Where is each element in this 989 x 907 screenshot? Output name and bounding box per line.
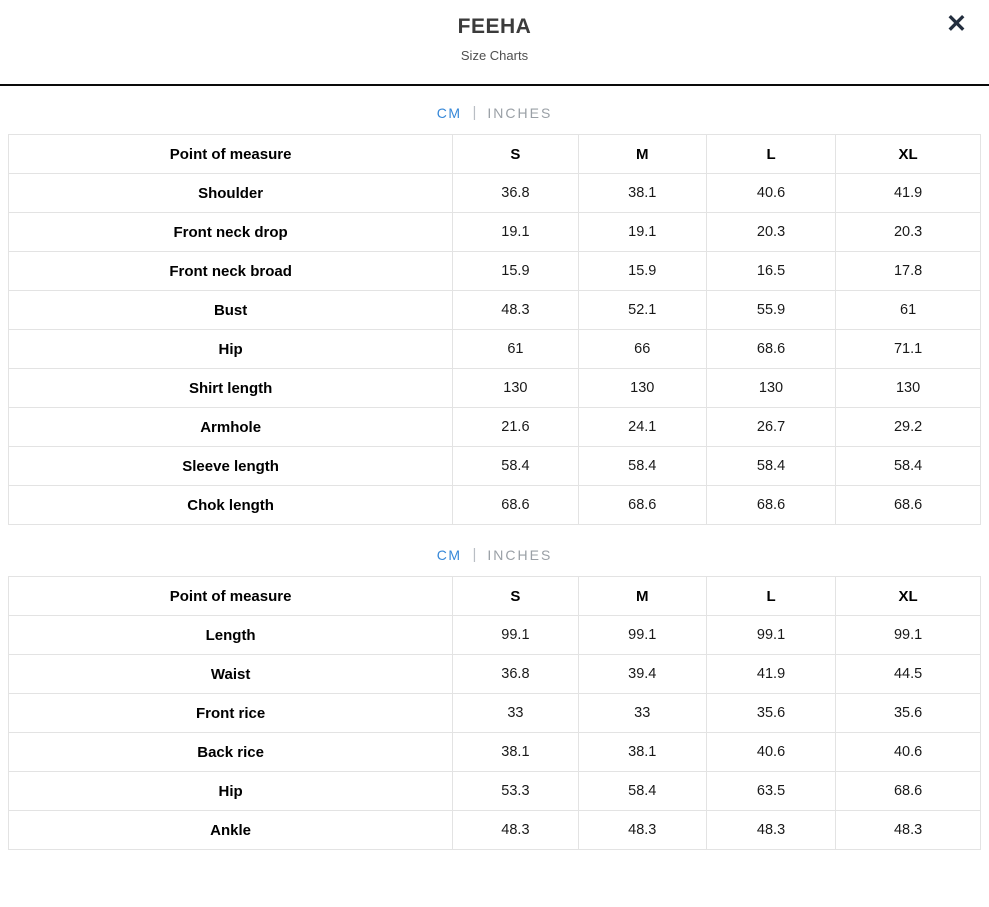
cell-value: 35.6 [836, 694, 981, 733]
cell-value: 58.4 [453, 447, 578, 486]
unit-option-cm[interactable]: CM [436, 104, 462, 121]
size-chart-table-bottom [8, 576, 981, 850]
cell-value: 63.5 [706, 772, 835, 811]
table-row [9, 330, 981, 369]
cell-value: 52.1 [578, 291, 706, 330]
table-row [9, 447, 981, 486]
cell-value: 48.3 [578, 811, 706, 850]
column-header-size-s: S [453, 135, 578, 174]
cell-value: 68.6 [706, 330, 835, 369]
table-row [9, 811, 981, 850]
unit-toggle-divider: | [472, 546, 477, 563]
row-label: Back rice [9, 733, 453, 772]
cell-value: 19.1 [578, 213, 706, 252]
modal-header [0, 0, 989, 86]
cell-value: 19.1 [453, 213, 578, 252]
cell-value: 33 [453, 694, 578, 733]
cell-value: 20.3 [706, 213, 835, 252]
table-row [9, 655, 981, 694]
cell-value: 44.5 [836, 655, 981, 694]
row-label: Front neck drop [9, 213, 453, 252]
cell-value: 33 [578, 694, 706, 733]
column-header-size-xl: XL [836, 135, 981, 174]
row-label: Shoulder [9, 174, 453, 213]
cell-value: 99.1 [453, 616, 578, 655]
cell-value: 41.9 [706, 655, 835, 694]
cell-value: 68.6 [836, 772, 981, 811]
unit-toggle-divider: | [472, 104, 477, 121]
cell-value: 130 [706, 369, 835, 408]
column-header-size-xl: XL [836, 577, 981, 616]
cell-value: 39.4 [578, 655, 706, 694]
cell-value: 130 [578, 369, 706, 408]
cell-value: 20.3 [836, 213, 981, 252]
cell-value: 48.3 [836, 811, 981, 850]
unit-option-cm[interactable]: CM [436, 546, 462, 563]
column-header-point-of-measure: Point of measure [9, 135, 453, 174]
cell-value: 58.4 [836, 447, 981, 486]
cell-value: 40.6 [706, 733, 835, 772]
unit-toggle-bottom [0, 546, 989, 563]
cell-value: 40.6 [836, 733, 981, 772]
row-label: Waist [9, 655, 453, 694]
table-row [9, 408, 981, 447]
cell-value: 26.7 [706, 408, 835, 447]
cell-value: 130 [836, 369, 981, 408]
cell-value: 29.2 [836, 408, 981, 447]
cell-value: 15.9 [578, 252, 706, 291]
cell-value: 68.6 [706, 486, 835, 525]
cell-value: 68.6 [836, 486, 981, 525]
cell-value: 16.5 [706, 252, 835, 291]
column-header-size-s: S [453, 577, 578, 616]
cell-value: 58.4 [578, 772, 706, 811]
cell-value: 68.6 [578, 486, 706, 525]
cell-value: 61 [453, 330, 578, 369]
table-row [9, 252, 981, 291]
row-label: Length [9, 616, 453, 655]
cell-value: 71.1 [836, 330, 981, 369]
column-header-size-m: M [578, 135, 706, 174]
column-header-size-l: L [706, 577, 835, 616]
cell-value: 130 [453, 369, 578, 408]
cell-value: 99.1 [578, 616, 706, 655]
column-header-point-of-measure: Point of measure [9, 577, 453, 616]
cell-value: 24.1 [578, 408, 706, 447]
size-chart-table-top [8, 134, 981, 525]
column-header-size-l: L [706, 135, 835, 174]
row-label: Chok length [9, 486, 453, 525]
row-label: Hip [9, 772, 453, 811]
unit-option-inches[interactable]: INCHES [487, 546, 553, 563]
row-label: Armhole [9, 408, 453, 447]
cell-value: 40.6 [706, 174, 835, 213]
cell-value: 17.8 [836, 252, 981, 291]
cell-value: 66 [578, 330, 706, 369]
cell-value: 15.9 [453, 252, 578, 291]
table-row [9, 616, 981, 655]
row-label: Bust [9, 291, 453, 330]
cell-value: 58.4 [578, 447, 706, 486]
cell-value: 36.8 [453, 655, 578, 694]
table-row [9, 486, 981, 525]
table-row [9, 369, 981, 408]
cell-value: 38.1 [453, 733, 578, 772]
close-icon[interactable]: ✕ [942, 8, 971, 41]
cell-value: 99.1 [836, 616, 981, 655]
table-row [9, 174, 981, 213]
cell-value: 99.1 [706, 616, 835, 655]
column-header-size-m: M [578, 577, 706, 616]
table-row [9, 694, 981, 733]
table-row [9, 772, 981, 811]
unit-toggle-top [0, 104, 989, 121]
table-header-row [9, 577, 981, 616]
cell-value: 38.1 [578, 174, 706, 213]
row-label: Shirt length [9, 369, 453, 408]
cell-value: 68.6 [453, 486, 578, 525]
cell-value: 35.6 [706, 694, 835, 733]
row-label: Front neck broad [9, 252, 453, 291]
cell-value: 36.8 [453, 174, 578, 213]
unit-option-inches[interactable]: INCHES [487, 104, 553, 121]
table-row [9, 291, 981, 330]
table-row [9, 733, 981, 772]
row-label: Ankle [9, 811, 453, 850]
cell-value: 48.3 [453, 291, 578, 330]
page-subtitle: Size Charts [460, 48, 529, 63]
cell-value: 38.1 [578, 733, 706, 772]
row-label: Front rice [9, 694, 453, 733]
cell-value: 21.6 [453, 408, 578, 447]
cell-value: 55.9 [706, 291, 835, 330]
cell-value: 41.9 [836, 174, 981, 213]
modal-content [0, 104, 989, 850]
row-label: Hip [9, 330, 453, 369]
cell-value: 61 [836, 291, 981, 330]
cell-value: 48.3 [706, 811, 835, 850]
table-row [9, 213, 981, 252]
cell-value: 53.3 [453, 772, 578, 811]
cell-value: 58.4 [706, 447, 835, 486]
row-label: Sleeve length [9, 447, 453, 486]
cell-value: 48.3 [453, 811, 578, 850]
page-title: FEEHA [457, 15, 532, 38]
table-header-row [9, 135, 981, 174]
